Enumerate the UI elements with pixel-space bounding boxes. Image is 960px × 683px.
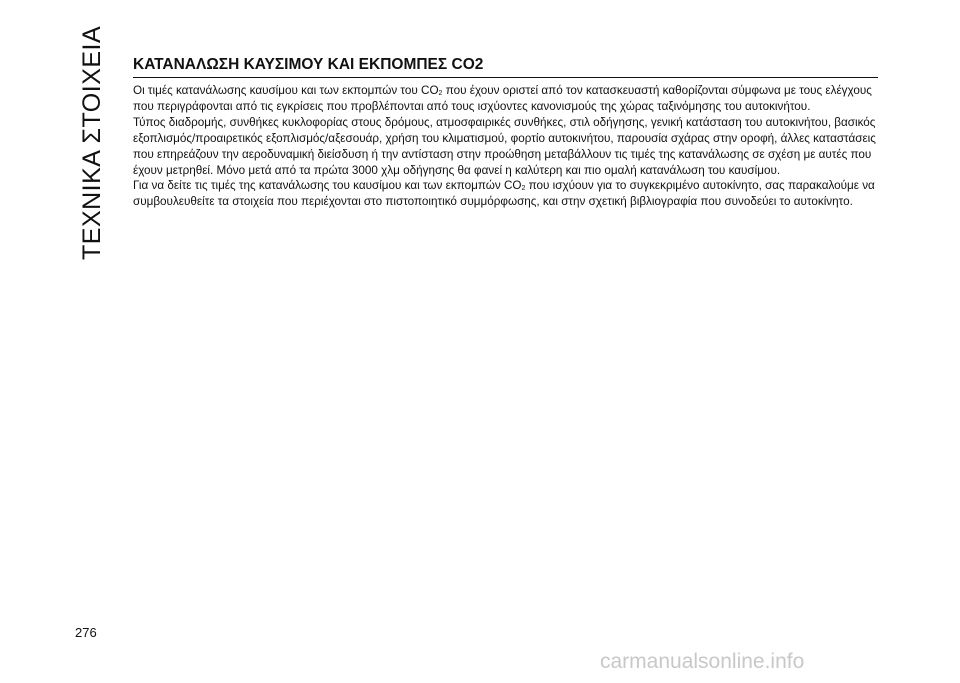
paragraph-1 [133, 83, 883, 115]
section-tab: ΤΕΧΝΙΚΑ ΣΤΟΙΧΕΙΑ [78, 25, 106, 260]
body-text [133, 83, 883, 210]
paragraph-1-subscript: 2 [438, 90, 443, 97]
section-heading: ΚΑΤΑΝΑΛΩΣΗ ΚΑΥΣΙΜΟΥ ΚΑΙ ΕΚΠΟΜΠΕΣ CO2 [133, 56, 878, 78]
paragraph-2: Τύπος διαδρομής, συνθήκες κυκλοφορίας στους δρόμους, ατμοσφαιρικές συνθήκες, στιλ οδήγησης, γενική κατάσταση του αυτοκινήτου, βασικός εξοπλισμός/προαιρετικός εξοπλισμός/αξεσουάρ, χρήση του κλιματισμού, φορτίο αυτοκινήτου, παρουσία σχάρας στην οροφή, άλλες καταστάσεις που επηρεάζουν την αεροδυναμική διείσδυση ή την αντίσταση στην προώθηση μεταβάλλουν τις τιμές της κατανάλωσης σε σχέση με αυτές που έχουν μετρηθεί. Μόνο μετά από τα πρώτα 3000 χλμ οδήγησης θα φανεί η καλύτερη και πιο ομαλή κατανάλωση του καυσίμου. [133, 115, 876, 177]
paragraph-1-end: που έχουν οριστεί από τον κατασκευαστή καθορίζονται σύμφωνα με τους ελέγχους που περιγράφονται από τις εγκρίσεις που προβλέπονται από τους ισχύοντες κανονισμούς της χώρας ταξινόμησης του αυτοκινήτου. [133, 84, 872, 113]
paragraph-1-start: Οι τιμές κατανάλωσης καυσίμου και των εκπομπών του CO [133, 84, 439, 97]
paragraph-3 [133, 178, 883, 210]
paragraph-3-subscript: 2 [521, 185, 526, 193]
paragraph-3-end: που ισχύουν για το συγκεκριμένο αυτοκίνητο, σας παρακαλούμε να συμβουλευθείτε τα στοιχεία που περιέχονται στο πιστοποιητικό συμμόρφωσης, και στην σχετική βιβλιογραφία που συνοδεύει το αυτοκίνητο. [133, 179, 875, 209]
watermark: carmanualsonline.info [600, 650, 805, 673]
page-number: 276 [75, 625, 97, 640]
paragraph-3-start: Για να δείτε τις τιμές της κατανάλωσης του καυσίμου και των εκπομπών CO [133, 179, 522, 193]
